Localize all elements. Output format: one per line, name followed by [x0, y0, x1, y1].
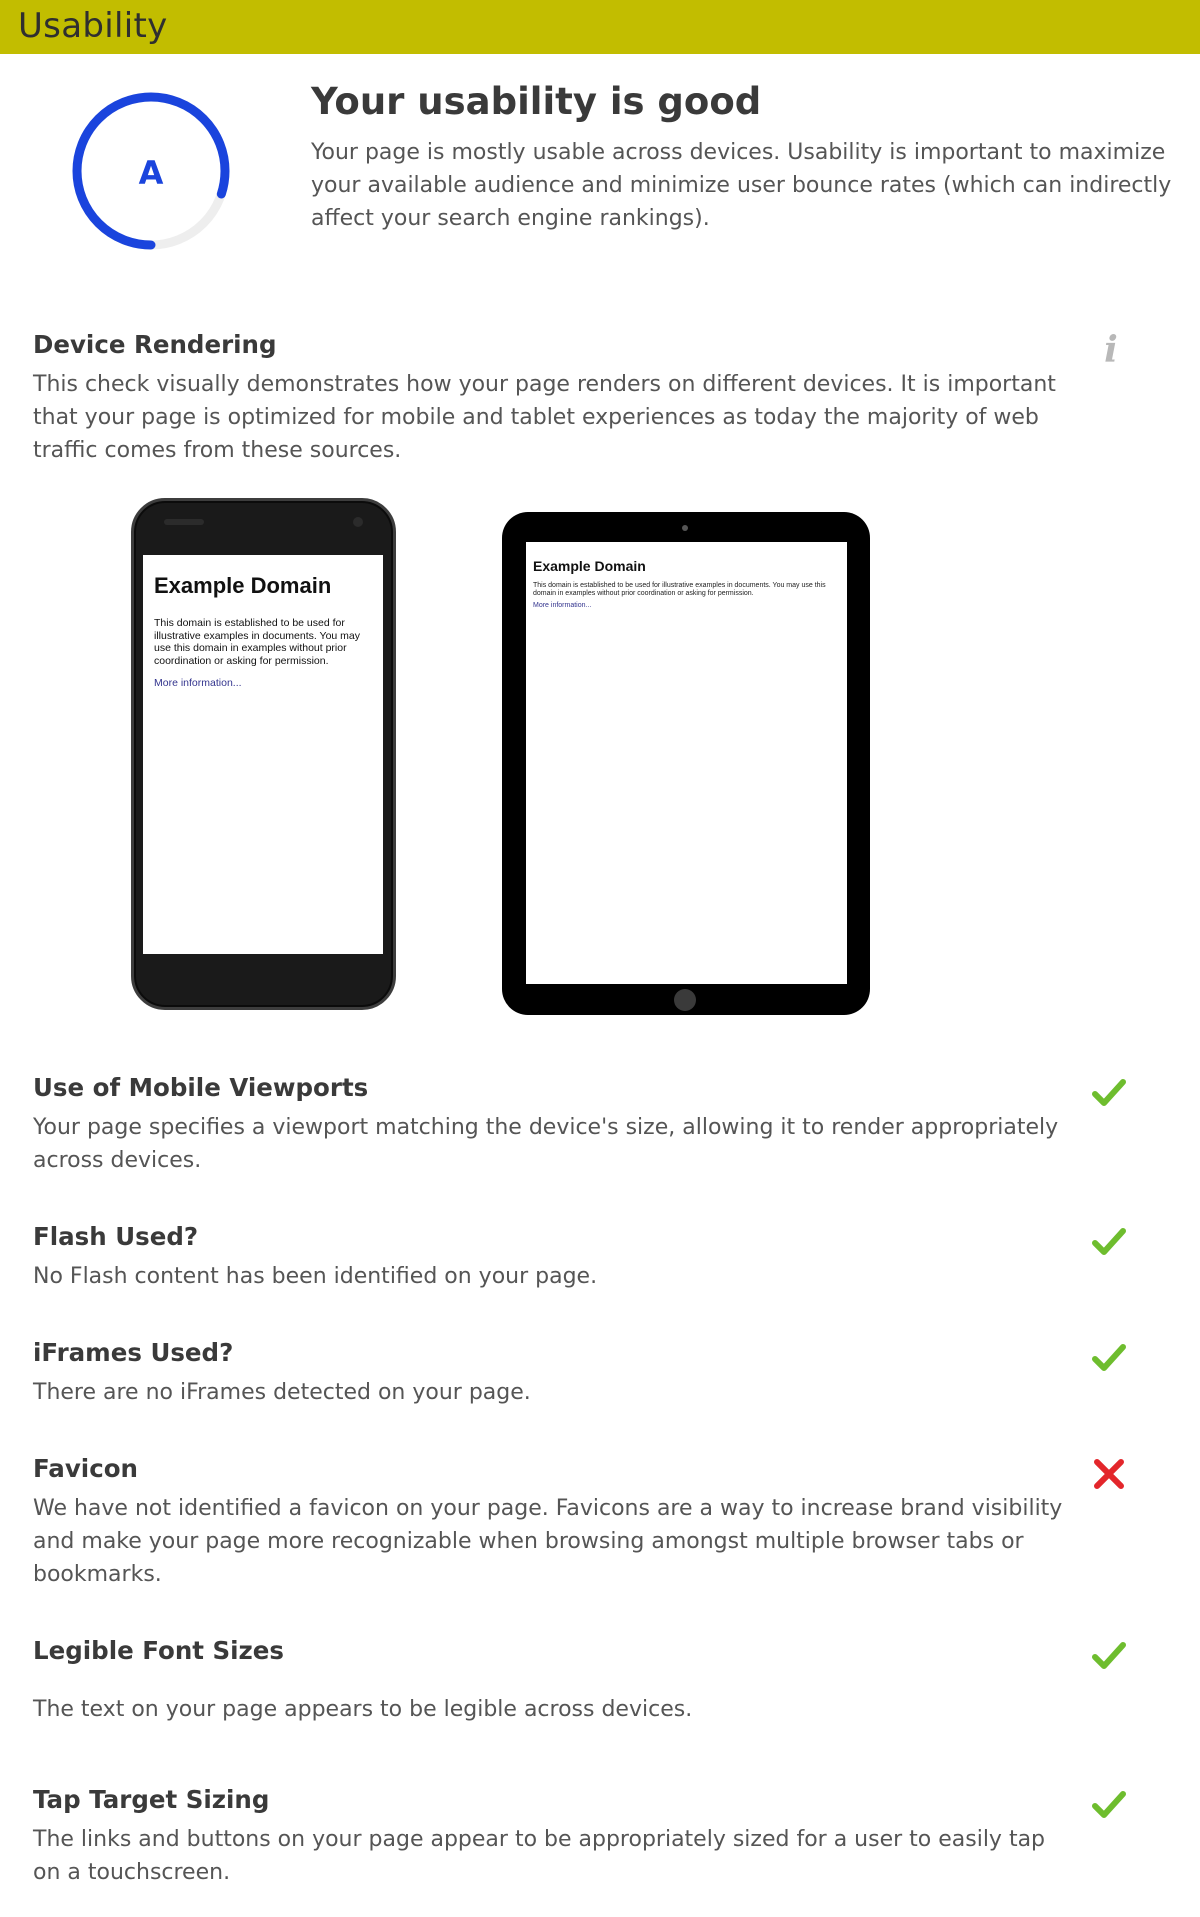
check-text-iframes: There are no iFrames detected on your page.: [33, 1380, 531, 1405]
tablet-mockup: [502, 512, 870, 1015]
check-icon: [1090, 1786, 1128, 1824]
check-title-iframes: iFrames Used?: [33, 1338, 234, 1367]
check-text-legible-font-sizes: The text on your page appears to be legible across devices.: [33, 1697, 693, 1722]
tablet-preview-link: More information...: [533, 602, 592, 609]
device-rendering-title: Device Rendering: [33, 330, 277, 359]
phone-screen-preview: [143, 555, 383, 954]
summary-title: Your usability is good: [311, 80, 762, 123]
check-icon: [1090, 1637, 1128, 1675]
summary-description: Your page is mostly usable across devices. Usability is important to maximize your available audience and minimize user bounce rates (which can indirectly affect your search engine rankings).: [311, 140, 1172, 231]
tablet-camera-icon: [682, 525, 688, 531]
phone-speaker: [164, 519, 204, 525]
check-text-mobile-viewports: Your page specifies a viewport matching the device's size, allowing it to render appropriately across devices.: [33, 1115, 1059, 1173]
check-title-flash: Flash Used?: [33, 1222, 199, 1251]
check-title-mobile-viewports: Use of Mobile Viewports: [33, 1073, 369, 1102]
check-icon: [1090, 1223, 1128, 1261]
tablet-preview-body: This domain is established to be used for illustrative examples in documents. You may use this domain in examples without prior coordination or asking for permission.: [533, 582, 826, 597]
grade-letter: A: [138, 154, 164, 192]
tablet-screen-preview: [526, 542, 847, 984]
tablet-preview-title: Example Domain: [533, 558, 646, 574]
check-text-flash: No Flash content has been identified on your page.: [33, 1264, 598, 1289]
check-icon: [1090, 1339, 1128, 1377]
phone-mockup: [131, 498, 396, 1010]
cross-icon: [1090, 1455, 1128, 1493]
check-title-favicon: Favicon: [33, 1454, 138, 1483]
phone-preview-title: Example Domain: [154, 573, 332, 598]
check-icon: [1090, 1074, 1128, 1112]
check-title-tap-target-sizing: Tap Target Sizing: [33, 1785, 270, 1814]
phone-preview-body: This domain is established to be used for illustrative examples in documents. You may use this domain in examples without prior coordination or asking for permission.: [154, 617, 361, 667]
grade-gauge: [68, 88, 234, 254]
tablet-home-button: [674, 989, 696, 1011]
section-title-usability: Usability: [18, 6, 168, 46]
check-text-favicon: We have not identified a favicon on your page. Favicons are a way to increase brand visibility and make your page more recognizable when browsing amongst multiple browser tabs or bookmarks.: [33, 1496, 1063, 1587]
check-title-legible-font-sizes: Legible Font Sizes: [33, 1636, 285, 1665]
info-icon[interactable]: i: [1104, 329, 1118, 371]
device-rendering-description: This check visually demonstrates how your page renders on different devices. It is important that your page is optimized for mobile and tablet experiences as today the majority of web traffic comes from these sources.: [33, 372, 1056, 463]
check-text-tap-target-sizing: The links and buttons on your page appear to be appropriately sized for a user to easily tap on a touchscreen.: [33, 1827, 1046, 1885]
phone-preview-link: More information...: [154, 677, 242, 689]
phone-camera-icon: [353, 517, 363, 527]
section-header-bar: [0, 0, 1200, 54]
